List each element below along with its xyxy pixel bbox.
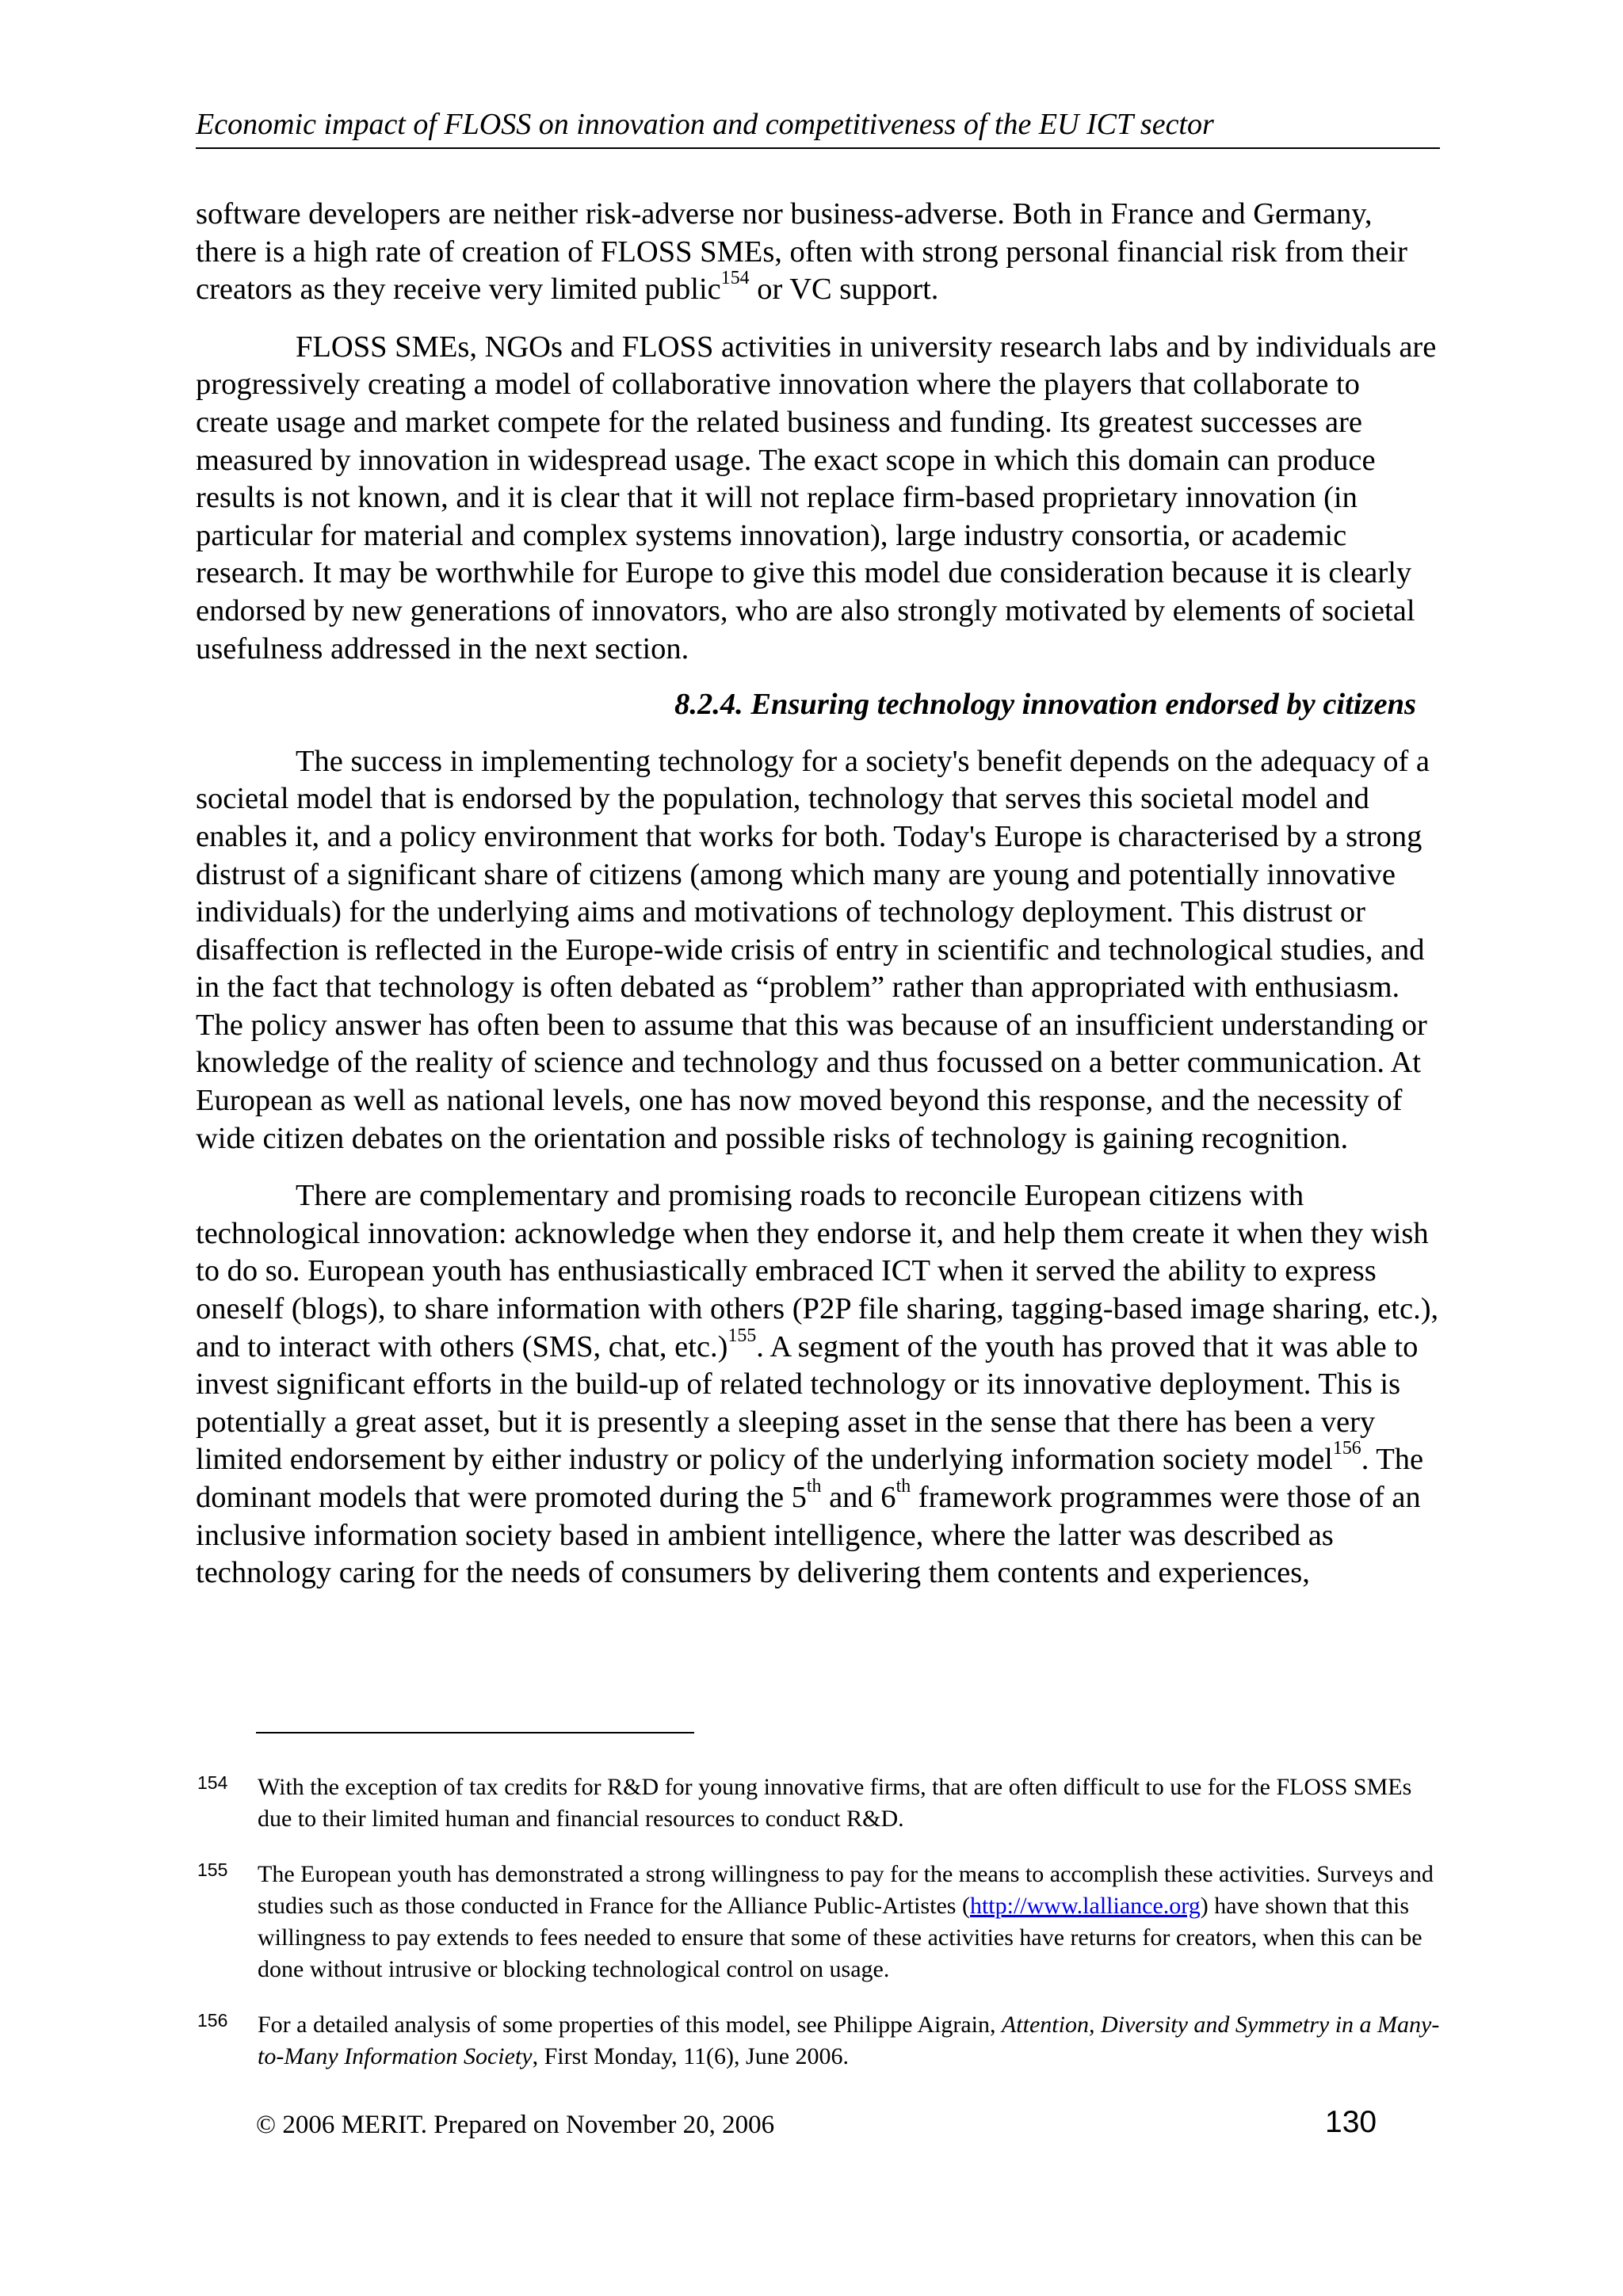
paragraph-2: FLOSS SMEs, NGOs and FLOSS activities in university research labs and by individuals are progressively creating a model of collaborative innovation where the players that collaborate to create usage and market compete for the related business and funding. Its greatest successes are measured by innovation in widespread usage. The exact scope in which this domain can produce results is not known, and it is clear that it will not replace firm-based proprietary innovation (in particular for material and complex systems innovation), large industry consortia, or academic research. It may be worthwhile for Europe to give this model due consideration because it is clearly endorsed by new generations of innovators, who are also strongly motivated by elements of societal usefulness addressed in the next section. <box>196 330 1437 666</box>
cited-work-title: Attention, Diversity and Symmetry in a Many-to-Many Information Society <box>258 2012 1440 2069</box>
paragraph-1-text-b: or VC support. <box>749 273 939 307</box>
footnote-155 <box>196 1859 1440 1985</box>
footnote-number: 154 <box>197 1772 228 1793</box>
page-number: 130 <box>1325 2105 1377 2139</box>
footer-copyright: © 2006 MERIT. Prepared on November 20, 2006 <box>256 2111 775 2139</box>
lalliance-link[interactable]: http://www.lalliance.org <box>969 1893 1201 1919</box>
header-rule <box>196 147 1440 149</box>
section-heading: 8.2.4. Ensuring technology innovation endorsed by citizens <box>674 688 1416 722</box>
footnote-number: 155 <box>197 1859 228 1880</box>
footnote-separator <box>256 1732 694 1733</box>
footnote-154 <box>196 1772 1440 1835</box>
paragraph-4-text-c: . The dominant models that were promoted during the 5 <box>196 1443 1424 1514</box>
body-text <box>196 196 1440 1612</box>
footnote-number: 156 <box>197 2010 228 2031</box>
footnote-text-a: For a detailed analysis of some properties of this model, see Philippe Aigrain, <box>258 2012 1002 2038</box>
footnote-text: With the exception of tax credits for R&D for young innovative firms, that are often difficult to use for the FLOSS SMEs due to their limited human and financial resources to conduct R&D. <box>258 1774 1412 1832</box>
footnote-text-b: , First Monday, 11(6), June 2006. <box>532 2043 850 2069</box>
footnote-ref-156[interactable]: 156 <box>1332 1438 1361 1459</box>
paragraph-4-text-b: . A segment of the youth has proved that it was able to invest significant efforts in the build-up of related technology or its innovative deployment. This is potentially a great asset, but it is presently a sleeping asset in the sense that there has been a very limited endorsement by either industry or policy of the underlying information society model <box>196 1329 1419 1477</box>
footnote-text-a: The European youth has demonstrated a strong willingness to pay for the means to accomplish these activities. Surveys and studies such as those conducted in France for the Alliance Public-Artistes ( <box>258 1861 1434 1919</box>
ordinal-suffix: th <box>896 1475 911 1497</box>
paragraph-1-text-a: software developers are neither risk-adverse nor business-adverse. Both in France and Germany, there is a high rate of creation of FLOSS SMEs, often with strong personal financial risk from their creators as they receive very limited public <box>196 197 1407 307</box>
running-header: Economic impact of FLOSS on innovation and competitiveness of the EU ICT sector <box>196 108 1214 141</box>
footnote-156 <box>196 2009 1440 2073</box>
footnote-ref-155[interactable]: 155 <box>727 1325 757 1346</box>
paragraph-4-text-d: and 6 <box>821 1481 896 1514</box>
paragraph-4-text-e: framework programmes were those of an inclusive information society based in ambient intelligence, where the latter was described as technology caring for the needs of consumers by delivering them contents and experiences, <box>196 1481 1421 1590</box>
paragraph-4 <box>196 1177 1440 1592</box>
paragraph-3: The success in implementing technology for a society's benefit depends on the adequacy of a societal model that is endorsed by the population, technology that serves this societal model and enables it, and a policy environment that works for both. Today's Europe is characterised by a strong distrust of a significant share of citizens (among which many are young and potentially innovative individuals) for the underlying aims and motivations of technology deployment. This distrust or disaffection is reflected in the Europe-wide crisis of entry in scientific and technological studies, and in the fact that technology is often debated as “problem” rather than appropriated with enthusiasm. The policy answer has often been to assume that this was because of an insufficient understanding or knowledge of the reality of science and technology and thus focussed on a better communication. At European as well as national levels, one has now moved beyond this response, and the necessity of wide citizen debates on the orientation and possible risks of technology is gaining recognition. <box>196 744 1430 1155</box>
paragraph-4-text-a: There are complementary and promising roads to reconcile European citizens with technological innovation: acknowledge when they endorse it, and help them create it when they wish to do so. European youth has enthusiastically embraced ICT when it served the ability to express oneself (blogs), to share information with others (P2P file sharing, tagging-based image sharing, etc.), and to interact with others (SMS, chat, etc.) <box>196 1179 1439 1363</box>
footnotes <box>196 1772 1440 2096</box>
footnote-ref-154[interactable]: 154 <box>720 268 750 289</box>
ordinal-suffix: th <box>806 1475 822 1497</box>
paragraph-1 <box>196 196 1440 309</box>
footnote-text-b: ) have shown that this willingness to pay extends to fees needed to ensure that some of these activities have returns for creators, when this can be done without intrusive or blocking technological control on usage. <box>258 1893 1423 1982</box>
